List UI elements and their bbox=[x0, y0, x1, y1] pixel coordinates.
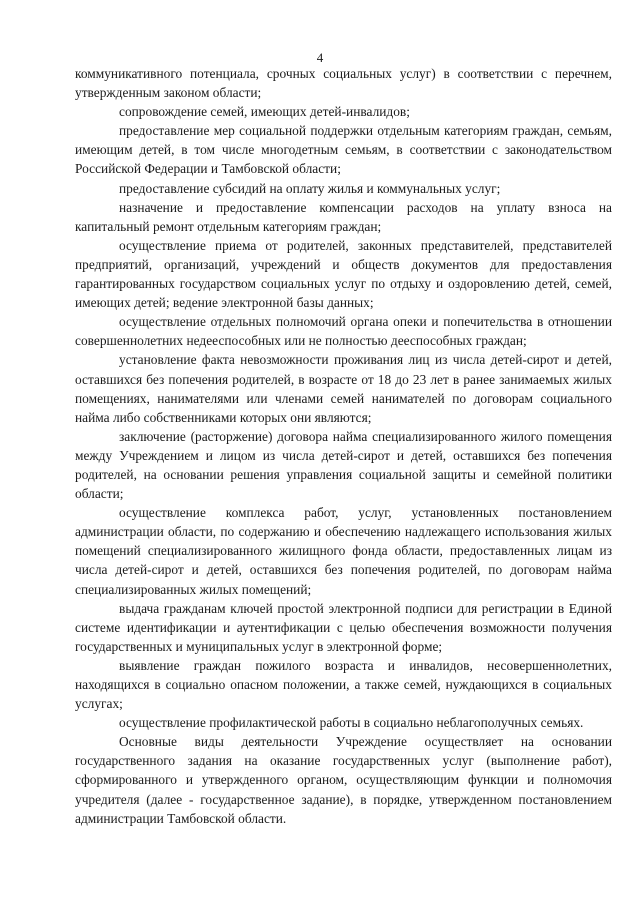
paragraph: назначение и предоставление компенсации расходов на уплату взноса на капитальный ремонт отдельным категориям граждан; bbox=[75, 199, 612, 234]
paragraph: осуществление профилактической работы в социально неблагополучных семьях. bbox=[119, 715, 584, 731]
paragraph: выявление граждан пожилого возраста и инвалидов, несовершеннолетних, находящихся в социально опасном положении, а также семей, нуждающихся в социальных услугах; bbox=[75, 657, 612, 712]
paragraph: осуществление комплекса работ, услуг, установленных постановлением администрации области, по содержанию и обеспечению надлежащего использования жилых помещений специализированного жилищного фонда области, предоставленных лицам из числа детей-сирот и детей, оставшихся без попечения родителей, по договорам найма специализированных жилых помещений; bbox=[75, 505, 612, 597]
paragraph: Основные виды деятельности Учреждение осуществляет на основании государственного задания на оказание государственных услуг (выполнение работ), сформированного и утвержденного органом, осуществляющим функции и полномочия учредителя (далее - государственное задание), в порядке, утвержденном постановлением администрации Тамбовской области. bbox=[75, 734, 612, 826]
document-body bbox=[75, 64, 612, 828]
paragraph: установление факта невозможности проживания лиц из числа детей-сирот и детей, оставшихся без попечения родителей, в возрасте от 18 до 23 лет в ранее занимаемых жилых помещениях, нанимателями или членами семей нанимателей по договорам социального найма либо собственниками которых они являются; bbox=[75, 352, 612, 425]
paragraph: коммуникативного потенциала, срочных социальных услуг) в соответствии с перечнем, утвержденным законом области; bbox=[75, 66, 612, 101]
paragraph: осуществление отдельных полномочий органа опеки и попечительства в отношении совершеннолетних недееспособных или не полностью дееспособных граждан; bbox=[75, 314, 612, 349]
paragraph: предоставление мер социальной поддержки отдельным категориям граждан, семьям, имеющим детей, в том числе многодетным семьям, в соответствии с законодательством Российской Федерации и Тамбовской области; bbox=[75, 123, 612, 177]
paragraph: выдача гражданам ключей простой электронной подписи для регистрации в Единой системе идентификации и аутентификации с целью обеспечения возможности получения государственных и муниципальных услуг в электронной форме; bbox=[75, 600, 612, 654]
paragraph: предоставление субсидий на оплату жилья и коммунальных услуг; bbox=[119, 180, 501, 196]
paragraph: заключение (расторжение) договора найма специализированного жилого помещения между Учреждением и лицом из числа детей-сирот и детей, оставшихся без попечения родителей, на основании решения управления социальной защиты и семейной политики области; bbox=[75, 428, 612, 502]
paragraph: сопровождение семей, имеющих детей-инвалидов; bbox=[119, 104, 410, 120]
paragraph: осуществление приема от родителей, законных представителей, представителей предприятий, организаций, учреждений и обществ документов для предоставления гарантированных государством социальных услуг по отдыху и оздоровлению детей, семей, имеющих детей; ведение электронной базы данных; bbox=[75, 237, 612, 311]
page-number: 4 bbox=[316, 50, 324, 65]
